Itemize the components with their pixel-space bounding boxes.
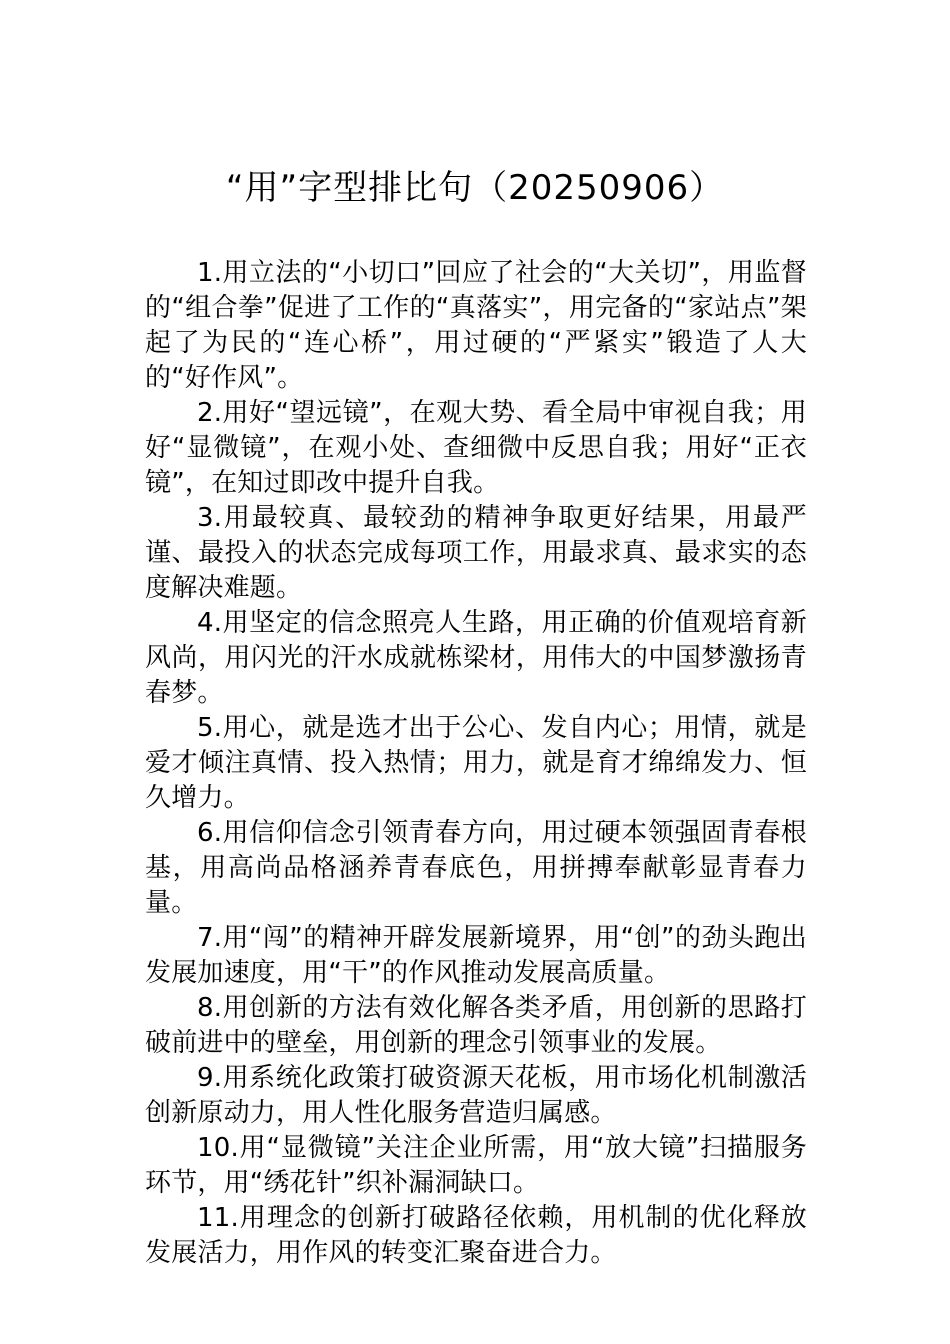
paragraph-8: 8.用创新的方法有效化解各类矛盾，用创新的思路打破前进中的壁垒，用创新的理念引领事业的发展。 [145,993,807,1058]
document-body [145,256,807,1271]
document-title: “用”字型排比句（20250906） [225,168,725,208]
paragraph-9: 9.用系统化政策打破资源天花板，用市场化机制激活创新原动力，用人性化服务营造归属感。 [145,1063,807,1128]
paragraph-6: 6.用信仰信念引领青春方向，用过硬本领强固青春根基，用高尚品格涵养青春底色，用拼搏奉献彰显青春力量。 [145,818,807,918]
paragraph-11: 11.用理念的创新打破路径依赖，用机制的优化释放发展活力，用作风的转变汇聚奋进合力。 [145,1203,807,1268]
paragraph-1: 1.用立法的“小切口”回应了社会的“大关切”，用监督的“组合拳”促进了工作的“真落实”，用完备的“家站点”架起了为民的“连心桥”，用过硬的“严紧实”锻造了人大的“好作风”。 [145,258,807,393]
paragraph-4: 4.用坚定的信念照亮人生路，用正确的价值观培育新风尚，用闪光的汗水成就栋梁材，用伟大的中国梦激扬青春梦。 [145,608,807,708]
paragraph-3: 3.用最较真、最较劲的精神争取更好结果，用最严谨、最投入的状态完成每项工作，用最求真、最求实的态度解决难题。 [145,503,807,603]
paragraph-2: 2.用好“望远镜”，在观大势、看全局中审视自我；用好“显微镜”，在观小处、查细微中反思自我；用好“正衣镜”，在知过即改中提升自我。 [145,398,807,498]
paragraph-7: 7.用“闯”的精神开辟发展新境界，用“创”的劲头跑出发展加速度，用“干”的作风推动发展高质量。 [145,923,807,988]
paragraph-5: 5.用心，就是选才出于公心、发自内心；用情，就是爱才倾注真情、投入热情；用力，就是育才绵绵发力、恒久增力。 [145,713,807,813]
paragraph-10: 10.用“显微镜”关注企业所需，用“放大镜”扫描服务环节，用“绣花针”织补漏洞缺口。 [145,1133,807,1198]
